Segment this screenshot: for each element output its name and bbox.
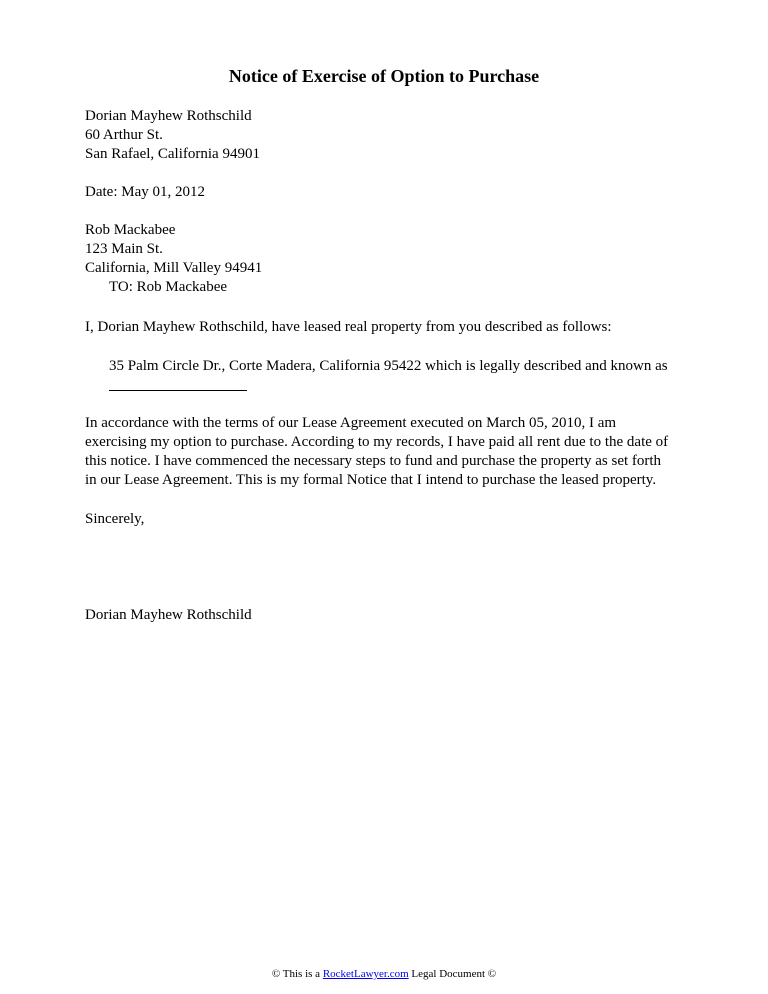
recipient-name: Rob Mackabee (85, 222, 176, 238)
closing-block (85, 510, 685, 529)
sender-city: San Rafael, California 94901 (85, 146, 260, 162)
date-block (85, 183, 685, 202)
property-description (85, 357, 685, 397)
recipient-city: California, Mill Valley 94941 (85, 260, 263, 276)
body-line: this notice. I have commenced the necessary steps to fund and purchase the property as set forth (85, 453, 662, 469)
body-paragraph (85, 414, 685, 490)
recipient-street: 123 Main St. (85, 241, 163, 257)
rocketlawyer-link[interactable]: RocketLawyer.com (322, 968, 409, 980)
date-line: Date: May 01, 2012 (85, 184, 205, 200)
document-title: Notice of Exercise of Option to Purchase (228, 66, 540, 86)
body-line: in our Lease Agreement. This is my formal Notice that I intend to purchase the leased property. (85, 472, 657, 488)
footer-prefix: © This is a (271, 968, 321, 980)
body-line: In accordance with the terms of our Lease Agreement executed on March 05, 2010, I am (85, 415, 617, 431)
signature-name: Dorian Mayhew Rothschild (85, 607, 252, 623)
intro-paragraph (85, 318, 685, 337)
sender-address (85, 107, 685, 164)
footer (0, 967, 768, 981)
recipient-to-line: TO: Rob Mackabee (109, 279, 228, 295)
signature-block (85, 606, 685, 625)
sender-name: Dorian Mayhew Rothschild (85, 108, 252, 124)
legal-description-blank (109, 376, 247, 391)
closing-text: Sincerely, (85, 511, 145, 527)
sender-street: 60 Arthur St. (85, 127, 163, 143)
body-line: exercising my option to purchase. According to my records, I have paid all rent due to the date of (85, 434, 669, 450)
footer-suffix: Legal Document © (411, 968, 497, 980)
intro-text: I, Dorian Mayhew Rothschild, have leased real property from you described as follows: (85, 319, 612, 335)
property-blank-line (85, 376, 685, 397)
recipient-address (85, 221, 685, 297)
property-line: 35 Palm Circle Dr., Corte Madera, California 95422 which is legally described and known as (109, 358, 668, 374)
